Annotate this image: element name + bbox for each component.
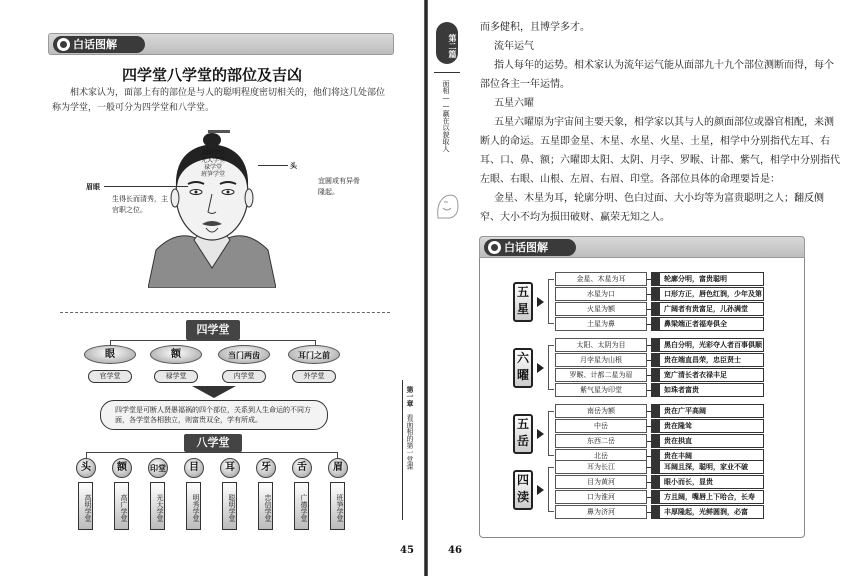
diagram-meaning-cell: 贵在端直昌荣，忠臣贤士 xyxy=(651,353,764,367)
left-section-header xyxy=(48,33,394,55)
diagram-meaning-cell: 宽广清长者衣禄丰足 xyxy=(651,368,764,382)
forehead-tag: 班笋学堂 xyxy=(200,171,225,178)
forehead-tag: 光大学堂 xyxy=(200,157,225,164)
body-paragraph: 金星、木星为耳，轮廓分明、色白过面、大小均等为富贵聪明之人；翻反侧窄、大小不均为损田破财、赢荣无知之人。 xyxy=(480,193,824,223)
four-hall-part: 当门两齿 xyxy=(218,345,270,364)
diagram-meaning-cell: 贵在丰阔 xyxy=(651,449,764,463)
eight-hall-part: 目 xyxy=(184,458,204,478)
left-page xyxy=(0,0,424,576)
diagram-part-cell: 土星为鼻 xyxy=(555,317,647,331)
diagram-part-cell: 耳为长江 xyxy=(555,460,647,474)
eight-hall-name: 明秀学堂 xyxy=(186,482,201,530)
diagram-part-cell: 紫气星为印堂 xyxy=(555,383,647,397)
eight-hall-name: 光大学堂 xyxy=(150,482,165,530)
page-number: 46 xyxy=(448,545,462,556)
group-label: 五星 xyxy=(513,282,533,322)
diagram-part-cell: 金星、木星为耳 xyxy=(555,272,647,286)
diagram-meaning-cell: 黑白分明，光彩夺人者百事俱顺 xyxy=(651,338,764,352)
right-side-text: 面相——赢在以貌取人 xyxy=(442,80,450,152)
eight-hall-name: 高广学堂 xyxy=(114,482,129,530)
diagram-part-cell: 罗睺、计都二星为眉 xyxy=(555,368,647,382)
group-bracket xyxy=(548,279,554,324)
page-number: 45 xyxy=(400,545,414,556)
eight-hall-part: 牙 xyxy=(256,458,276,478)
head-note: 宜圆或有异骨隆起。 xyxy=(318,177,360,196)
arrow-right-icon xyxy=(537,485,544,495)
diagram-meaning-cell: 口形方正，唇色红润，少年及第 xyxy=(651,287,764,301)
diagram-part-cell: 南岳为额 xyxy=(555,404,647,418)
eight-halls-heading: 八学堂 xyxy=(184,434,242,452)
forehead-tag-list xyxy=(190,150,236,178)
left-side-text: 看面相的第一堂课 xyxy=(406,414,414,470)
diagram-part-cell: 火星为额 xyxy=(555,302,647,316)
eight-hall-name: 广德学堂 xyxy=(294,482,309,530)
forehead-tag: 高明学堂 xyxy=(200,150,225,157)
arrow-right-icon xyxy=(537,429,544,439)
section-heading: 流年运气 xyxy=(494,41,534,52)
group-label: 五岳 xyxy=(513,414,533,454)
four-hall-name: 禄学堂 xyxy=(154,370,198,383)
four-hall-name: 外学堂 xyxy=(292,370,336,383)
header-badge xyxy=(53,36,145,53)
group-label: 六曜 xyxy=(513,348,533,388)
diagram-meaning-cell: 广阔者有贵富足，儿孙满堂 xyxy=(651,302,764,316)
diagram-part-cell: 水星为口 xyxy=(555,287,647,301)
dashed-divider xyxy=(60,312,390,313)
circle-logo-icon xyxy=(491,244,498,251)
arrow-right-icon xyxy=(537,363,544,373)
brow-note: 生得长而清秀，主官职之位。 xyxy=(112,195,168,214)
eight-hall-part: 印堂 xyxy=(148,458,168,478)
right-side-rule xyxy=(434,72,460,73)
diagram-part-cell: 目为黄河 xyxy=(555,475,647,489)
arrow-right-icon xyxy=(537,297,544,307)
brow-pointer-line xyxy=(104,186,188,187)
circle-logo-icon xyxy=(60,41,67,48)
diagram-part-cell: 北岳 xyxy=(555,449,647,463)
page-title: 四学堂八学堂的部位及吉凶 xyxy=(121,66,302,84)
four-hall-name: 内学堂 xyxy=(222,370,266,383)
diagram-meaning-cell: 鼻梁端正者福寿俱全 xyxy=(651,317,764,331)
diagram-part-cell: 东西二岳 xyxy=(555,434,647,448)
body-paragraph: 而多健积，且博学多才。 xyxy=(480,22,590,33)
four-hall-part: 眼 xyxy=(84,345,136,364)
eight-hall-name: 聪明学堂 xyxy=(222,482,237,530)
group-label: 四渎 xyxy=(513,470,533,510)
eight-hall-name: 班笋学堂 xyxy=(330,482,345,530)
body-paragraph: 指人每年的运势。相术家认为流年运气能从面部九十九个部位测断而得，每个部位各主一年运情。 xyxy=(480,60,834,90)
eight-hall-part: 耳 xyxy=(220,458,240,478)
section-heading: 五星六曜 xyxy=(494,98,534,109)
eight-hall-part: 眉 xyxy=(328,458,348,478)
left-side-chapter: 第一章 xyxy=(406,386,415,407)
diagram-part-cell: 鼻为济河 xyxy=(555,505,647,519)
diagram-part-cell: 中岳 xyxy=(555,419,647,433)
right-side-chapter: 第二篇 xyxy=(436,22,458,64)
diagram-meaning-cell: 轮廓分明，富贵聪明 xyxy=(651,272,764,286)
diagram-meaning-cell: 贵在拱直 xyxy=(651,434,764,448)
eight-hall-part: 头 xyxy=(76,458,96,478)
right-section-header xyxy=(479,236,805,258)
eight-hall-name: 高明学堂 xyxy=(78,482,93,530)
diagram-meaning-cell: 贵在广平高阔 xyxy=(651,404,764,418)
four-halls-note: 四学堂是可断人贤愚福祸的四个部位，关系到人生命运的不同方面，各学堂各相独立，则富贵双全，学有所成。 xyxy=(100,400,328,430)
diagram-meaning-cell: 丰厚隆起，光鲜圆润，必富 xyxy=(651,505,764,519)
intro-text: 相术家认为，面部上有的部位是与人的聪明程度密切相关的，他们将这几处部位称为学堂，一般可分为四学堂和八学堂。 xyxy=(52,88,386,113)
left-side-rule xyxy=(402,380,403,520)
sketch-figure-icon xyxy=(432,188,462,222)
head-pointer-line xyxy=(258,165,288,166)
diagram-part-cell: 口为淮河 xyxy=(555,490,647,504)
diagram-meaning-cell: 眼小而长，显贵 xyxy=(651,475,764,489)
eight-hall-part: 额 xyxy=(112,458,132,478)
diagram-part-cell: 月孛星为山根 xyxy=(555,353,647,367)
head-label: 头 xyxy=(290,162,297,170)
eight-hall-name: 忠信学堂 xyxy=(258,482,273,530)
down-arrow-icon xyxy=(192,386,236,398)
four-hall-name: 官学堂 xyxy=(88,370,132,383)
group-bracket xyxy=(548,411,554,456)
four-halls-connector xyxy=(110,340,316,346)
four-hall-part: 耳门之前 xyxy=(288,345,340,364)
brow-label: 眉眼 xyxy=(86,183,100,191)
header-badge xyxy=(484,239,576,256)
diagram-part-cell: 太阳、太阴为目 xyxy=(555,338,647,352)
four-halls-heading: 四学堂 xyxy=(186,320,240,340)
header-label: 白话图解 xyxy=(73,38,117,51)
diagram-meaning-cell: 贵在隆耸 xyxy=(651,419,764,433)
forehead-tag: 禄学堂 xyxy=(203,164,222,171)
diagram-meaning-cell: 如珠者富贵 xyxy=(651,383,764,397)
four-hall-part: 额 xyxy=(150,345,202,364)
group-bracket xyxy=(548,345,554,390)
group-bracket xyxy=(548,467,554,512)
body-paragraph: 五星六曜原为宇宙间主要天象，相学家以其与人的颜面部位或器官相配，来测断人的命运。五星即金星、木星、水星、火星、土星，相学中分别指代左耳、右耳、口、鼻、额；六曜即太阳、太阴、月孛、罗睺、计都、紫气，相学中分别指代左眼、右眼、山根、左眉、右眉、印堂。各部位具体的命理要旨是： xyxy=(480,117,840,185)
diagram-meaning-cell: 耳阔且深，聪明，家业不破 xyxy=(651,460,764,474)
diagram-meaning-cell: 方且阔，嘴唇上下哈合，长寿 xyxy=(651,490,764,504)
header-label: 白话图解 xyxy=(504,241,548,254)
eight-hall-part: 舌 xyxy=(292,458,312,478)
